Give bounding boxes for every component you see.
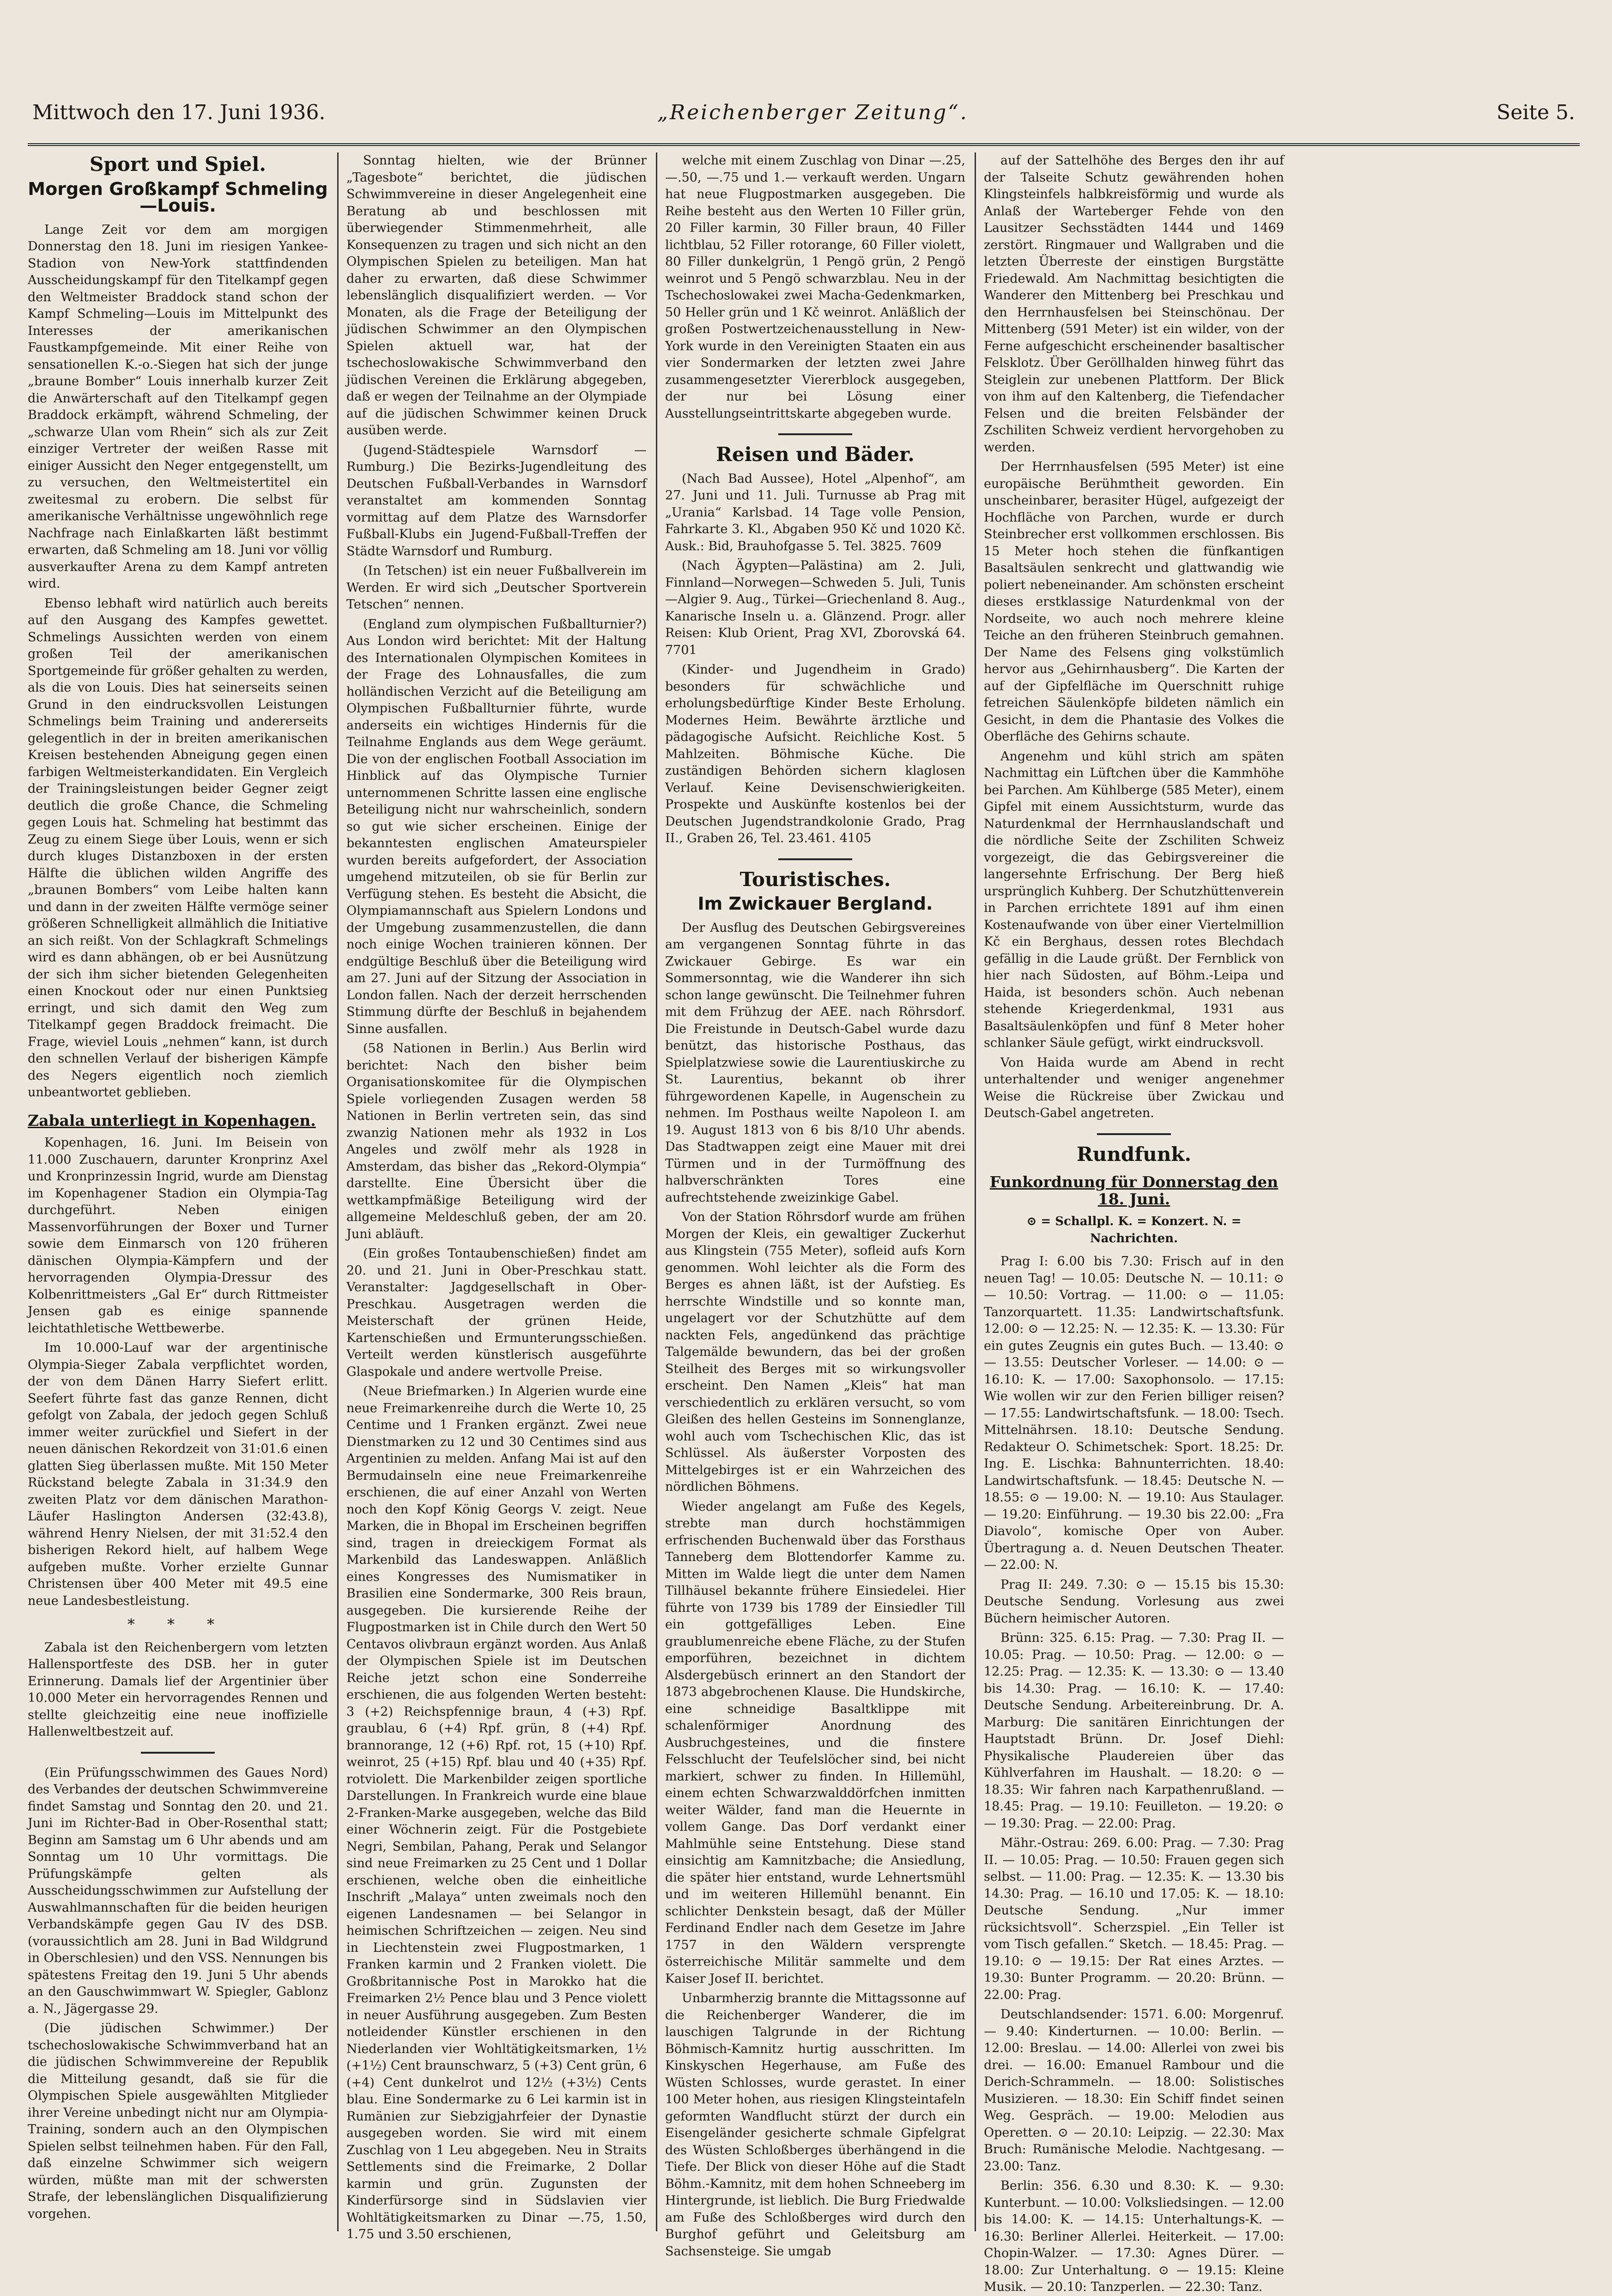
divider bbox=[778, 858, 852, 860]
radio-station: Brünn: 325. 6.15: Prag. — 7.30: Prag II. — 10.05: Prag. — 10.50: Prag. — 12.00: ⊙ — 12.25: Prag. — 12.35: K. — 13.30: ⊙ — 13.40 bis 14.30: Prag. — 16.10: K. — 17.40: Deutsche Sendung. Arbeitereinbrung. Dr. A. Marburg: Die sanitären Einrichtungen der Hauptstadt Brünn. Dr. Josef Diehl: Physikalische Plaudereien über das Kühlverfahren im Haushalt. — 18.20: ⊙ — 18.35: Wir fahren nach Karpathenrußland. — 18.45: Prag. — 19.10: Feuilleton. — 19.20: ⊙ — 19.30: Prag. — 22.00: Prag. bbox=[984, 1631, 1284, 1831]
headline-zwickau: Im Zwickauer Bergland. bbox=[697, 893, 933, 914]
radio-station: Deutschlandsender: 1571. 6.00: Morgenruf. — 9.40: Kinderturnen. — 10.00: Berlin. — 12.00: Breslau. — 14.00: Allerlei von zwei bis drei. — 16.00: Emanuel Rambour und die Derich-Schrammeln. — 18.00: Solistisches Musizieren. — 18.30: Ein Schiff findet seinen Weg. Gespräch. — 19.00: Melodien aus Operetten. ⊙ — 20.10: Leipzig. — 22.30: Max Bruch: Rumänische Melodie. Nachtgesang. — 23.00: Tanz. bbox=[984, 2007, 1284, 2174]
divider bbox=[778, 433, 852, 435]
news-item: (In Tetschen) ist ein neuer Fußballverein im Werden. Er wird sich „Deutscher Sportverein Tetschen“ nennen. bbox=[346, 564, 647, 612]
section-title-rundfunk: Rundfunk. bbox=[1076, 1142, 1192, 1166]
news-item: (Ein Prüfungsschwimmen des Gaues Nord) des Verbandes der deutschen Schwimmvereine findet Samstag und Sonntag den 20. und 21. Juni im Richter-Bad in Ober-Rosenthal statt; Beginn am Samstag um 6 Uhr abends und am Sonntag um 10 Uhr vormittags. Die Prüfungskämpfe gelten als Ausscheidungsschwimmen zur Aufstellung der Auswahlmannschaften für die beiden heurigen Verbandskämpfe gegen Gau IV des DSB. (voraussichtlich am 28. Juni in Bad Wildgrund in Oberschlesien) und den VSS. Nennungen bis spätestens Freitag den 19. Juni 5 Uhr abends an den Gauschwimmwart W. Spiegler, Gablonz a. N., Jägergasse 29. bbox=[28, 1765, 328, 2016]
news-item: (Neue Briefmarken.) In Algerien wurde eine neue Freimarkenreihe durch die Werte 10, 25 Centime und 1 Franken ergänzt. Zwei neue Dienstmarken zu 12 und 30 Centimes sind aus Argentinien zu melden. Anfang Mai ist auf den Bermudainseln eine neue Freimarkenreihe erschienen, die auf einer Anzahl von Werten noch den Kopf König Georgs V. zeigt. Neue Marken, die in Bhopal im Erscheinen begriffen sind, tragen in dreieckigem Format als Markenbild das Landeswappen. Anläßlich eines Kongresses des Numismatiker in Brasilien eine Sondermarke, 300 Reis braun, ausgegeben. Die kursierende Reihe der Flugpostmarken ist in Chile durch den Wert 50 Centavos olivbraun ergänzt worden. Aus Anlaß der Olympischen Spiele ist im Deutschen Reiche jetzt schon eine Sonderreihe erschienen, die aus folgenden Werten besteht: 3 (+2) Reichspfennige braun, 4 (+3) Rpf. graublau, 6 (+4) Rpf. grün, 8 (+4) Rpf. brannorange, 12 (+6) Rpf. rot, 15 (+10) Rpf. weinrot, 25 (+15) Rpf. blau und 40 (+35) Rpf. rotviolett. Die Markenbilder zeigen sportliche Darstellungen. In Frankreich wurde eine blaue 2-Franken-Marke ausgegeben, welche das Bild einer Wöchnerin zeigt. Für die Postgebiete Negri, Sembilan, Pahang, Perak und Selangor sind neue Freimarken zu 25 Cent und 1 Dollar erschienen, welche oben die einheitliche Inschrift „Malaya“ unten zweimals noch den eigenen Landesnamen — bei Selangor in heimischen Schriftzeichen — zeigen. Neu sind in Liechtenstein zwei Flugpostmarken, 1 Franken karmin und 2 Franken violett. Die Großbritannische Post in Marokko hat die Freimarken 2½ Pence blau und 3 Pence violett in neuer Ausführung ausgegeben. Zum Besten notleidender Künstler erschienen in den Niederlanden vier Wohltätigkeitsmarken, 1½ (+1½) Cent braunschwarz, 5 (+3) Cent grün, 6 (+4) Cent dunkelrot und 12½ (+3½) Cents blau. Eine Sondermarke zu 6 Lei karmin ist in Rumänien zur Siebzigjahrfeier der Dynastie ausgegeben worden. Sie wird mit einem Zuschlag von 1 Leu abgegeben. Neu in Straits Settlements sind die Freimarke, 2 Dollar karmin und grün. Zugunsten der Kinderfürsorge sind in Südslavien vier Wohltätigkeitsmarken zu Dinar —.75, 1.50, 1.75 und 3.50 erschienen, bbox=[346, 1384, 647, 2241]
ad-item: (Nach Bad Aussee), Hotel „Alpenhof“, am 27. Juni und 11. Juli. Turnusse ab Prag mit „Urania“ Karlsbad. 14 Tage volle Pension, Fahrkarte 3. Kl., Abgaben 950 Kč und 1020 Kč. Ausk.: Bid, Brauhofgasse 5. Tel. 3825. 7609 bbox=[665, 471, 965, 553]
article-paragraph: Kopenhagen, 16. Juni. Im Beisein von 11.000 Zuschauern, darunter Kronprinz Axel und Kronprinzessin Ingrid, wurde am Dienstag im Kopenhagener Stadion ein Olympia-Tag durchgeführt. Neben einigen Massenvorführungen der Boxer und Turner sowie dem Einmarsch von 120 früheren dänischen Olympia-Kämpfern und der hervorragenden Olympia-Dressur des Kolbenrittmeisters „Gal Er“ durch Rittmeister Jensen gab es einige spannende leichtathletische Wettbewerbe. bbox=[28, 1136, 328, 1336]
article-paragraph: Der Ausflug des Deutschen Gebirgsvereines am vergangenen Sonntag führte in das Zwickauer Gebirge. Es war ein Sommersonntag, wie die Wanderer ihn sich schon lange gewünscht. Die Teilnehmer fuhren mit dem Frühzug der AEE. nach Röhrsdorf. Die Freistunde in Deutsch-Gabel wurde dazu benützt, das historische Posthaus, das Spielplatzwiese sowie die Laurentiuskirche zu St. Laurentius, bekannt ob ihrer führgewordenen Kapelle, in Augenschein zu nehmen. Im Posthaus weilte Napoleon I. am 19. August 1813 von 6 bis 8/10 Uhr abends. Das Stadtwappen zeigt eine Mauer mit drei Türmen und in der Turmöffnung des halbverschränkten Tores eine aufrechtstehende zweizinkige Gabel. bbox=[665, 920, 965, 1205]
news-item: Sonntag hielten, wie der Brünner „Tagesbote“ berichtet, die jüdischen Schwimmvereine in dieser Angelegenheit eine Beratung ab und beschlossen mit überwiegender Stimmenmehrheit, alle Konsequenzen zu tragen und sich nicht an den Olympischen Spielen zu beteiligen. Man hat daher zu erwarten, daß diese Schwimmer lebenslänglich disqualifiziert werden. — Vor Monaten, als die Frage der Beteiligung der jüdischen Schwimmer an den Olympischen Spielen aktuell war, hat der tschechoslowakische Schwimmverband den jüdischen Vereinen die Erklärung abgegeben, daß er wegen der Teilnahme an der Olympiade auf die jüdischen Schwimmer keinen Druck ausüben werde. bbox=[346, 153, 647, 437]
column-rule bbox=[975, 152, 976, 2231]
headline-zabala: Zabala unterliegt in Kopenhagen. bbox=[28, 1111, 316, 1130]
news-item: (England zum olympischen Fußballturnier?) Aus London wird berichtet: Mit der Haltung des Internationalen Olympischen Komitees in der Frage des Lohnausfalles, die zum holländischen Verzicht auf die Beteiligung am Olympischen Fußballturnier führte, wurde anderseits ein wichtiges Hindernis für die Teilnahme Englands aus dem Wege geräumt. Die von der englischen Football Association im Hinblick auf das Olympische Turnier unternommenen Schritte lassen eine englische Beteiligung nicht nur wahrscheinlich, sondern so gut wie sicher erscheinen. Einige der bekanntesten englischen Amateurspieler wurden bereits aufgefordert, der Association umgehend mitzuteilen, ob sie für Berlin zur Verfügung stehen. Es besteht die Absicht, die Olympiamannschaft aus Spielern Londons und der Umgebung zusammenzustellen, die dann noch einige Wochen trainieren können. Der endgültige Beschluß über die Beteiligung wird am 27. Juni auf der Sitzung der Association in London fallen. Nach der derzeit herrschenden Stimmung dürfte der Beschluß in bejahendem Sinne ausfallen. bbox=[346, 617, 647, 1036]
article-paragraph: Ebenso lebhaft wird natürlich auch bereits auf den Ausgang des Kampfes gewettet. Schmelings Aussichten werden von einem großen Teil der amerikanischen Sportgemeinde für größer gehalten zu werden, als die von Louis. Dies hat seinerseits seinen Grund in den eindrucksvollen Leistungen Schmelings beim Training und andererseits gelegentlich in der in breiten amerikanischen Kreisen bestehenden Abneigung gegen einen farbigen Weltmeisterkandidaten. Ein Vergleich der Trainingsleistungen beider Gegner zeigt deutlich die große Chance, die Schmeling gegen Louis hat. Schmeling hat bestimmt das Zeug zu einem Siege über Louis, wenn er sich durch kluges Distanzboxen in der ersten Hälfte die üblichen wilden Angriffe des „braunen Bombers“ vom Leibe halten kann und dann in der zweiten Hälfte vermöge seiner größeren Schnelligkeit allmählich die Initiative an sich reißt. Von der Schlagkraft Schmelings wird es dann abhängen, ob er bei Ausnützung der sich ihm sicher bietenden Gelegenheiten einen Knockout oder nur einen Punktsieg erringt, und sich damit den Weg zum Titelkampf gegen Braddock freimacht. Die Frage, wieviel Louis „nehmen“ kann, ist durch den schnellen Verlauf der bisherigen Kämpfe des Negers eigentlich noch ziemlich unbeantwortet geblieben. bbox=[28, 596, 328, 1099]
divider bbox=[1097, 1133, 1171, 1135]
article-paragraph: Lange Zeit vor dem am morgigen Donnerstag den 18. Juni im riesigen Yankee-Stadion von New-York stattfindenden Ausscheidungskampf für den Titelkampf gegen den Weltmeister Braddock stand schon der Kampf Schmeling—Louis im Mittelpunkt des Interesses der amerikanischen Faustkampfgemeinde. Mit einer Reihe von sensationellen K.-o.-Siegen hat sich der junge „braune Bomber“ Louis innerhalb kurzer Zeit die Anwärterschaft auf den Titelkampf gegen Braddock erkämpft, während Schmeling, der „schwarze Ulan vom Rhein“ sich als zur Zeit einziger Vertreter der weißen Rasse mit einiger Aussicht den Neger entgegenstellt, um zu versuchen, den Weltmeistertitel ein zweitesmal zu erobern. Die selbst für amerikanische Verhältnisse ungewöhnlich rege Nachfrage nach Einlaßkarten läßt bestimmt erwarten, daß Schmeling am 18. Juni vor völlig ausverkaufter Arena zu dem Kampf antreten wird. bbox=[28, 222, 328, 591]
radio-station: Berlin: 356. 6.30 und 8.30: K. — 9.30: Kunterbunt. — 10.00: Volksliedsingen. — 12.00 bis 14.00: K. — 14.15: Unterhaltungs-K. — 16.30: Berliner Allerlei. Heiterkeit. — 17.00: Chopin-Walzer. — 17.30: Agnes Dürer. — 18.00: Zur Unterhaltung. ⊙ — 19.15: Kleine Musik. — 20.10: Tanzperlen. — 22.30: Tanz. bbox=[984, 2179, 1284, 2294]
columns bbox=[28, 152, 1580, 2294]
article-paragraph: Unbarmherzig brannte die Mittagssonne auf die Reichenberger Wanderer, die im lauschigen Talgrunde in der Richtung Böhmisch-Kamnitz hurtig ausschritten. Im Kinskyschen Hegerhause, am Fuße des Wüsten Schlosses, wurde gerastet. In einer 100 Meter hohen, aus riesigen Klingsteintafeln geformten Wandflucht stürzt der durch ein Eisengeländer gesicherte schmale Gipfelgrat des Wüsten Schloßberges überhängend in die Tiefe. Der Blick von dieser Höhe auf die Stadt Böhm.-Kamnitz, mit dem hohen Schneeberg im Hintergrunde, ist lieblich. Die Burg Friedwalde am Fuße des Schloßberges wird durch den Burghof geführt und Geleitsburg am Sachsensteige. Sie umgab bbox=[665, 1991, 965, 2259]
article-paragraph: Zabala ist den Reichenbergern vom letzten Hallensportfeste des DSB. her in guter Erinnerung. Damals lief der Argentinier über 10.000 Meter ein hervorragendes Rennen und stellte gleichzeitig eine neue inoffizielle Hallenweltbestzeit auf. bbox=[28, 1640, 328, 1739]
section-title-sport: Sport und Spiel. bbox=[90, 153, 266, 176]
radio-station: Prag II: 249. 7.30: ⊙ — 15.15 bis 15.30: Deutsche Sendung. Vorlesung aus zwei Büchern heimischer Autoren. bbox=[984, 1577, 1284, 1626]
article-paragraph: Der Herrnhausfelsen (595 Meter) ist eine europäische Berühmtheit geworden. Ein unscheinbarer, berasiter Hügel, aufgezeigt der Hochfläche von Parchen, wurde er durch Steinbrecher erst vollkommen erschlossen. Bis 15 Meter hoch stehen die fünfkantigen Basaltsäulen senkrecht und glattwandig wie poliert nebeneinander. Am schönsten erscheint dieses erstklassige Naturdenkmal von der Nordseite, wo auch noch mehrere kleine Teiche an den früheren Steinbruch gemahnen. Der Name des Felsens ging volkstümlich hervor aus „Gehirnhausberg“. Die Karten der auf der Gipfelfläche im Querschnitt ruhige fetreichen Säulenköpfe bildeten nämlich ein Gesicht, in dem die Phantasie des Volkes die Oberfläche des Gehirns schaute. bbox=[984, 460, 1284, 744]
section-title-touristisches: Touristisches. bbox=[739, 868, 891, 891]
section-separator: * * * bbox=[127, 1616, 229, 1633]
news-item: welche mit einem Zuschlag von Dinar —.25, —.50, —.75 und 1.— verkauft werden. Ungarn hat neue Flugpostmarken ausgegeben. Die Reihe besteht aus den Werten 10 Filler grün, 20 Filler karmin, 30 Filler braun, 40 Filler lichtblau, 52 Filler rotorange, 60 Filler violett, 80 Filler dunkelgrün, 1 Pengö grün, 2 Pengö weinrot und 5 Pengö schwarzblau. Neu in der Tschechoslowakei zwei Macha-Gedenkmarken, 50 Heller grün und 1 Kč weinrot. Anläßlich der großen Postwertzeichenausstellung in New-York wurde in den Vereinigten Staaten ein aus vier Sondermarken der letzten zwei Jahre zusammengesetzter Viererblock ausgegeben, der nur bei Lösung einer Ausstellungseintrittskarte abgegeben wurde. bbox=[665, 153, 965, 421]
divider bbox=[141, 1752, 215, 1754]
article-paragraph: auf der Sattelhöhe des Berges den ihr auf der Talseite Schutz gewährenden hohen Klingsteinfels halbkreisförmig und wurde als Anlaß der Warteberger Fehde von den Lausitzer Sechsstädten 1444 und 1469 zerstört. Ringmauer und Wallgraben und die letzten Überreste der einstigen Burgstätte Friedewald. Am Nachmittag besichtigten die Wanderer den Mittenberg bei Preschkau und den Herrnhausfelsen bei Steinschönau. Der Mittenberg (591 Meter) ist ein wilder, von der Ferne aufgeschicht erscheinender basaltischer Felsklotz. Über Geröllhalden hinweg führt das Steiglein zur unebenen Plattform. Der Blick von ihm auf den Kaltenberg, die Tiefendacher Felsen und die breiten Felsbänder der Zschiliten Schweiz verdient hervorgehoben zu werden. bbox=[984, 153, 1284, 455]
column-1 bbox=[28, 152, 328, 2231]
radio-schedule-subtitle: Funkordnung für Donnerstag den 18. Juni. bbox=[989, 1173, 1279, 1208]
section-title-reisen: Reisen und Bäder. bbox=[716, 443, 915, 466]
newspaper-page bbox=[28, 92, 1580, 2294]
news-item: (58 Nationen in Berlin.) Aus Berlin wird berichtet: Nach den bisher beim Organisationskomitee für die Olympischen Spiele vorliegenden Zusagen werden 58 Nationen in Berlin vertreten sein, das sind zwanzig Nationen mehr als 1932 in Los Angeles und zwölf mehr als 1928 in Amsterdam, das bisher das „Rekord-Olympia“ darstellte. Eine Übersicht über die wettkampfmäßige Beteiligung wird der allgemeine Meldeschluß geben, der am 20. Juni abläuft. bbox=[346, 1041, 647, 1241]
news-item: (Ein großes Tontaubenschießen) findet am 20. und 21. Juni in Ober-Preschkau statt. Veranstalter: Jagdgesellschaft in Ober-Preschkau. Ausgetragen werden die Meisterschaft der grünen Heide, Kartenschießen und Ermunterungsschießen. Verteilt werden künstlerisch ausgeführte Glaspokale und andere wertvolle Preise. bbox=[346, 1246, 647, 1379]
ad-item: (Kinder- und Jugendheim in Grado) besonders für schwächliche und erholungsbedürftige Kinder Beste Erholung. Modernes Heim. Bewährte ärztliche und pädagogische Aufsicht. Reichliche Kost. 5 Mahlzeiten. Böhmische Küche. Die zuständigen Behörden sichern klaglosen Verlauf. Keine Devisenschwierigkeiten. Prospekte und Auskünfte kostenlos bei der Deutschen Jugendstrandkolonie Grado, Prag II., Graben 26, Tel. 23.461. 4105 bbox=[665, 662, 965, 845]
news-item: (Jugend-Städtespiele Warnsdorf — Rumburg.) Die Bezirks-Jugendleitung des Deutschen Fußball-Verbandes in Warnsdorf veranstaltet am kommenden Sonntag vormittag auf dem Platze des Warnsdorfer Fußball-Klubs ein Jugend-Fußball-Treffen der Städte Warnsdorf und Rumburg. bbox=[346, 443, 647, 559]
radio-station: Prag I: 6.00 bis 7.30: Frisch auf in den neuen Tag! — 10.05: Deutsche N. — 10.11: ⊙ — 10.50: Vortrag. — 11.00: ⊙ — 11.05: Tanzorquartett. 11.35: Landwirtschaftsfunk. 12.00: ⊙ — 12.25: N. — 12.35: K. — 13.30: Für ein gutes Zeugnis ein gutes Buch. — 13.40: ⊙ — 13.55: Deutscher Vorleser. — 14.00: ⊙ — 16.10: K. — 17.00: Saxophonsolo. — 17.15: Wie wollen wir zur den Ferien billiger reisen? — 17.55: Landwirtschaftsfunk. — 18.00: Tsech. Mittelnährsen. 18.10: Deutsche Sendung. Redakteur O. Schimetschek: Sport. 18.25: Dr. Ing. E. Lischka: Bahnunterrichten. 18.40: Landwirtschaftsfunk. — 18.45: Deutsche N. — 18.55: ⊙ — 19.00: N. — 19.10: Aus Staulager. — 19.20: Einführung. — 19.30 bis 22.00: „Fra Diavolo“, komische Oper von Auber. Übertragung a. d. Neuen Deutschen Theater. — 22.00: N. bbox=[984, 1254, 1284, 1572]
article-paragraph: Im 10.000-Lauf war der argentinische Olympia-Sieger Zabala verpflichtet worden, der von dem Dänen Harry Siefert erlitt. Seefert führte fast das ganze Rennen, dicht gefolgt von Zabala, der jedoch gegen Schluß immer weiter zurückfiel und Siefert in der neuen dänischen Rekordzeit von 31:01.6 einen glatten Sieg überlassen mußte. Mit 150 Meter Rückstand belegte Zabala in 31:34.9 den zweiten Platz vor dem dänischen Marathon-Läufer Haslington Andersen (32:43.8), während Henry Nielsen, der mit 31:52.4 den bisherigen Rekord hielt, auf halbem Wege aufgeben mußte. Vorher erzielte Gunnar Christensen über 400 Meter mit 49.5 eine neue Landesbestleistung. bbox=[28, 1341, 328, 1608]
article-paragraph: Von Haida wurde am Abend in recht unterhaltender und weniger angenehmer Weise die Rückreise über Zwickau und Deutsch-Gabel angetreten. bbox=[984, 1055, 1284, 1120]
ad-item: (Nach Ägypten—Palästina) am 2. Juli, Finnland—Norwegen—Schweden 5. Juli, Tunis —Algier 9. Aug., Türkei—Griechenland 8. Aug., Kanarische Inseln u. a. Glänzend. Progr. aller Reisen: Klub Orient, Prag XVI, Zborovská 64. 7701 bbox=[665, 559, 965, 657]
page-number: Seite 5. bbox=[1497, 101, 1575, 124]
article-paragraph: Wieder angelangt am Fuße des Kegels, strebte man durch hochstämmigen erfrischenden Buchenwald über das Forsthaus Tanneberg dem Blottendorfer Kamme zu. Mitten im Walde liegt die unter dem Namen Tillhäusel bekannte frühere Einsiedelei. Hier führte von 1739 bis 1789 der Einsiedler Till ein gottgefälliges Leben. Eine graublumenreiche ebene Fläche, zu der Stufen emporführen, bezeichnet in dichtem Alsdergebüsch erinnert an den Standort der 1873 abgebrochenen Klause. Die Hundskirche, eine schneidige Basaltklippe mit schalenförmiger Anordnung des Ausbruchgesteines, und die finstere Felsschlucht der Teufelslöcher sind, bei nicht markiert, schwer zu finden. In Hillemühl, einem echten Schwarzwalddörfchen inmitten weiter Wälder, fand man die Heuernte in vollem Gange. Das Dorf verdankt einer Mahlmühle seine Entstehung. Diese stand einsichtig am Kamnitzbache; die Ansiedlung, die später hier entstand, wurde Lehnertsmühl und im weiteren Hillemühl benannt. Ein schlichter Denkstein besagt, daß der Müller Ferdinand Endler nach dem Gesetze im Jahre 1757 in den Wäldern versprengte österreichische Militär sammelte und dem Kaiser Josef II. berichtet. bbox=[665, 1499, 965, 1986]
article-paragraph: Von der Station Röhrsdorf wurde am frühen Morgen der Kleis, ein gewaltiger Zuckerhut aus Klingstein (755 Meter), sofleid aufs Korn genommen. Wohl leichter als die Form des Berges es ahnen läßt, ist der Aufstieg. Es herrschte Windstille und so konnte man, ungelagert vor der Schutzhütte auf dem nackten Fels, angedünkend das prächtige Talgemälde bewundern, das bei der großen Steilheit des Berges mit so wirkungsvoller erscheint. Den Namen „Kleis“ hat man verschiedentlich zu erklären versucht, so vom Gleißen des hellen Gesteins im Sonnenglanze, wohl auch vom Tschechischen Klic, das ist Schlüssel. Als äußerster Vorposten des Mittelgebirges ist er ein Wahrzeichen des nördlichen Böhmens. bbox=[665, 1210, 965, 1494]
column-2 bbox=[346, 152, 647, 2241]
article-paragraph: Angenehm und kühl strich am späten Nachmittag ein Lüftchen über die Kammhöhe bei Parchen. Am Kühlberge (585 Meter), einem Gipfel mit einem Aussichtsturm, wurde das Naturdenkmal der Herrnhauslandschaft und die nördliche Seite der Zschiliten Schweiz vorgezeigt, die das Gebirgsvereiner die langersehnte Erfrischung. Der Berg hieß ursprünglich Kuhberg. Der Schutzhüttenverein in Parchen errichtete 1891 auf ihm einen Kostenaufwande von über einer Viertelmillion Kč ein Berghaus, dessen rotes Blechdach gefällig in die Laude grüßt. Der Fernblick von hier nach Südosten, auf Böhm.-Leipa und Haida, ist besonders schön. Auch nebenan stehende Kriegerdenkmal, 1931 aus Basaltsäulenköpfen und fünf 8 Meter hoher schlanker Säule gefügt, wirkt eindrucksvoll. bbox=[984, 749, 1284, 1050]
issue-date: Mittwoch den 17. Juni 1936. bbox=[32, 101, 326, 124]
masthead-title: „Reichenberger Zeitung“. bbox=[657, 101, 969, 124]
column-4 bbox=[984, 152, 1284, 2294]
column-3 bbox=[665, 152, 965, 2259]
column-rule bbox=[656, 152, 657, 2231]
news-item: (Die jüdischen Schwimmer.) Der tschechoslowakische Schwimmverband hat an die jüdischen Schwimmvereine der Republik die Mitteilung gesandt, daß sie für die Olympischen Spiele ausgewählten Mitglieder ihrer Vereine unbedingt nicht nur am Olympia-Training, sondern auch an den Olympischen Spielen selbst teilnehmen haben. Für den Fall, daß einzelne Schwimmer sich weigern würden, müßte man mit der schwersten Strafe, der lebenslänglichen Disqualifizierung vorgehen. bbox=[28, 2021, 328, 2221]
radio-station: Mähr.-Ostrau: 269. 6.00: Prag. — 7.30: Prag II. — 10.05: Prag. — 10.50: Frauen gegen sich selbst. — 11.00: Prag. — 12.35: K. — 13.30 bis 14.30: Prag. — 16.10 und 17.05: K. — 18.10: Deutsche Sendung. „Nur immer rücksichtsvoll“. Scherzspiel. „Ein Teller ist vom Tisch gefallen.“ Sketch. — 18.45: Prag. — 19.10: ⊙ — 19.15: Der Rat eines Arztes. — 19.30: Bunter Programm. — 20.20: Brünn. — 22.00: Prag. bbox=[984, 1836, 1284, 2002]
column-rule bbox=[337, 152, 339, 2231]
headline-schmeling: Morgen Großkampf Schmeling—Louis. bbox=[28, 178, 328, 216]
radio-legend: ⊙ = Schallpl. K. = Konzert. N. = Nachrichten. bbox=[1026, 1215, 1242, 1245]
page-header bbox=[28, 92, 1580, 146]
